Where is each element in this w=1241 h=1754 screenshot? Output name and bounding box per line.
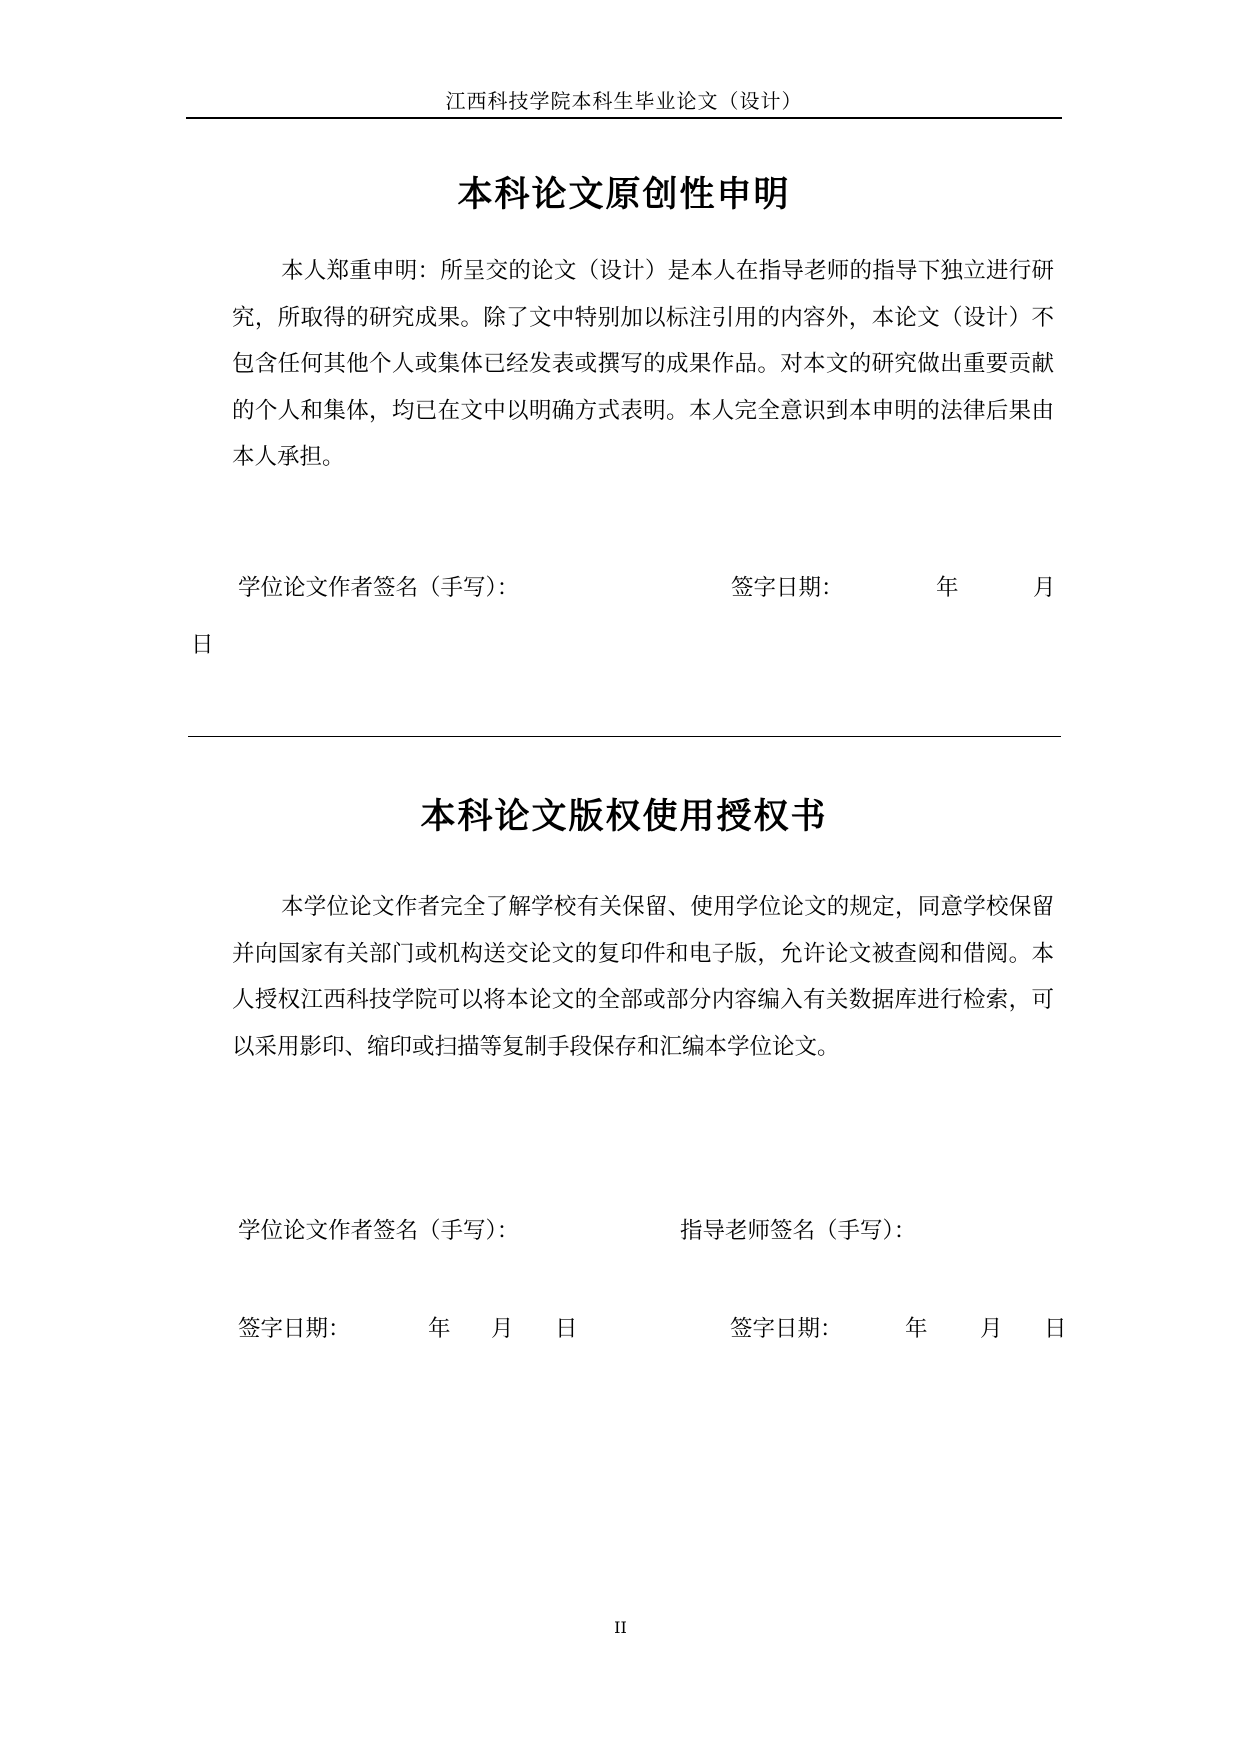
copyright-body: 本学位论文作者完全了解学校有关保留、使用学位论文的规定，同意学校保留并向国家有关部门或机构送交论文的复印件和电子版，允许论文被查阅和借阅。本人授权江西科技学院可以将本论文的全部或部分内容编入有关数据库进行检索，可以采用影印、缩印或扫描等复制手段保存和汇编本学位论文。 — [232, 894, 1054, 1060]
originality-day-label: 日 — [191, 632, 214, 658]
copyright-advisor-year-label: 年 — [905, 1316, 928, 1342]
copyright-author-month-label: 月 — [491, 1316, 514, 1342]
copyright-author-date-label: 签字日期： — [238, 1316, 351, 1342]
copyright-advisor-signature-label: 指导老师签名（手写）： — [680, 1218, 917, 1244]
running-header: 江西科技学院本科生毕业论文（设计） — [445, 89, 803, 113]
originality-month-label: 月 — [1033, 575, 1056, 601]
copyright-author-signature-label: 学位论文作者签名（手写）： — [238, 1218, 520, 1244]
copyright-author-day-label: 日 — [555, 1316, 578, 1342]
originality-year-label: 年 — [936, 575, 959, 601]
originality-author-signature-label: 学位论文作者签名（手写）： — [238, 575, 520, 601]
originality-title: 本科论文原创性申明 — [457, 175, 791, 215]
originality-sign-date-label: 签字日期： — [731, 575, 844, 601]
originality-body: 本人郑重申明：所呈交的论文（设计）是本人在指导老师的指导下独立进行研究，所取得的研究成果。除了文中特别加以标注引用的内容外，本论文（设计）不包含任何其他个人或集体已经发表或撰写的成果作品。对本文的研究做出重要贡献的个人和集体，均已在文中以明确方式表明。本人完全意识到本申明的法律后果由本人承担。 — [232, 258, 1054, 470]
copyright-author-year-label: 年 — [428, 1316, 451, 1342]
copyright-advisor-date-label: 签字日期： — [730, 1316, 843, 1342]
header-rule — [186, 117, 1062, 119]
copyright-advisor-day-label: 日 — [1044, 1316, 1067, 1342]
section-divider — [188, 736, 1061, 737]
page-number: II — [614, 1618, 627, 1637]
copyright-advisor-month-label: 月 — [980, 1316, 1003, 1342]
copyright-title: 本科论文版权使用授权书 — [420, 797, 828, 837]
